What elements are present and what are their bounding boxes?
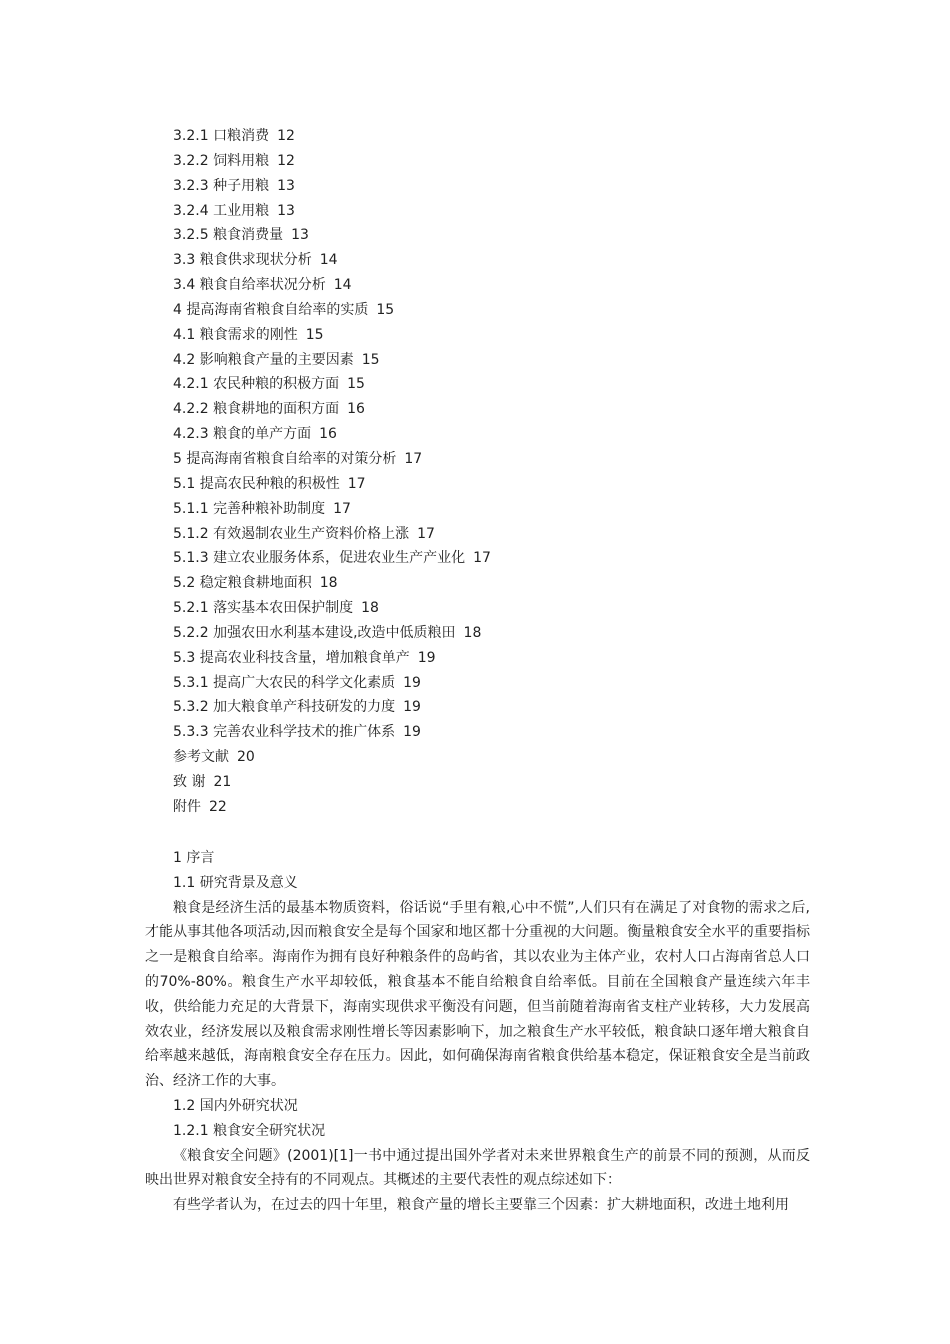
toc-entry-label: 3.3 粮食供求现状分析	[173, 252, 312, 269]
toc-entry-label: 4.2.2 粮食耕地的面积方面	[173, 401, 340, 418]
toc-entry	[173, 621, 813, 646]
section-heading-1: 1 序言	[173, 850, 215, 866]
toc-entry-page-number: 18	[319, 575, 338, 592]
toc-entry	[173, 199, 813, 224]
toc-entry-label: 5.3.1 提高广大农民的科学文化素质	[173, 674, 396, 691]
toc-entry-label: 3.2.4 工业用粮	[173, 202, 270, 219]
section-heading-1-2: 1.2 国内外研究状况	[173, 1097, 298, 1114]
toc-entry	[173, 596, 813, 621]
toc-entry	[173, 149, 813, 174]
toc-entry-page-number: 13	[277, 177, 295, 194]
toc-entry-page-number: 14	[333, 277, 352, 294]
toc-entry	[173, 497, 813, 522]
toc-entry	[173, 372, 813, 397]
toc-entry	[173, 298, 813, 323]
toc-entry-page-number: 19	[403, 699, 421, 716]
toc-entry-label: 5.3.3 完善农业科学技术的推广体系	[173, 724, 396, 741]
toc-entry-page-number: 16	[319, 426, 337, 443]
toc-entry-page-number: 15	[347, 376, 365, 393]
toc-entry	[173, 323, 813, 348]
toc-entry-page-number: 18	[361, 600, 379, 617]
toc-entry	[173, 745, 813, 770]
toc-entry-page-number: 12	[277, 152, 295, 169]
toc-entry-label: 附件	[173, 798, 201, 815]
toc-entry-page-number: 17	[333, 500, 351, 517]
toc-entry-page-number: 20	[237, 749, 255, 766]
paragraph-research-book: 《粮食安全问题》(2001)[1]一书中通过提出国外学者对未来世界粮食生产的前景不同的预测，从而反映出世界对粮食安全持有的不同观点。其概述的主要代表性的观点综述如下：	[145, 1147, 810, 1189]
toc-entry-page-number: 17	[404, 450, 423, 467]
toc-entry	[173, 571, 813, 596]
toc-entry-label: 3.2.5 粮食消费量	[173, 227, 284, 244]
toc-entry-label: 5.1.3 建立农业服务体系，促进农业生产产业化	[173, 550, 466, 567]
toc-entry-label: 3.2.2 饲料用粮	[173, 152, 270, 169]
section-heading-1-1: 1.1 研究背景及意义	[173, 874, 298, 891]
toc-entry-label: 致 谢	[173, 773, 206, 790]
toc-entry	[173, 720, 813, 745]
toc-entry-label: 5.3 提高农业科技含量，增加粮食单产	[173, 649, 410, 666]
toc-entry	[173, 472, 813, 497]
toc-entry-page-number: 22	[209, 798, 227, 815]
toc-entry-label: 4.2 影响粮食产量的主要因素	[173, 351, 354, 368]
toc-entry-label: 5.1.2 有效遏制农业生产资料价格上涨	[173, 525, 410, 542]
toc-entry	[173, 397, 813, 422]
toc-entry	[173, 795, 813, 820]
toc-entry-label: 4.2.3 粮食的单产方面	[173, 426, 312, 443]
toc-entry	[173, 695, 813, 720]
toc-entry	[173, 248, 813, 273]
toc-entry-page-number: 19	[417, 649, 436, 666]
toc-entry	[173, 447, 813, 472]
toc-entry-page-number: 17	[347, 475, 366, 492]
toc-entry	[173, 646, 813, 671]
toc-entry	[173, 770, 813, 795]
paragraph-scholars-view: 有些学者认为，在过去的四十年里，粮食产量的增长主要靠三个因素：扩大耕地面积，改进土地利用	[173, 1197, 789, 1214]
toc-entry-label: 5.1 提高农民种粮的积极性	[173, 475, 340, 492]
toc-entry	[173, 223, 813, 248]
toc-entry	[173, 671, 813, 696]
document-body	[145, 846, 810, 1218]
toc-entry	[173, 273, 813, 298]
toc-entry-page-number: 18	[463, 624, 482, 641]
toc-entry-page-number: 17	[417, 525, 435, 542]
toc-entry-page-number: 13	[291, 227, 309, 244]
toc-entry-page-number: 21	[213, 773, 232, 790]
toc-entry-page-number: 15	[361, 351, 380, 368]
toc-entry	[173, 522, 813, 547]
toc-entry-label: 5.3.2 加大粮食单产科技研发的力度	[173, 699, 396, 716]
toc-entry-page-number: 12	[277, 128, 295, 144]
toc-entry-page-number: 14	[319, 252, 338, 269]
toc-entry-page-number: 15	[305, 326, 324, 343]
toc-entry-page-number: 16	[347, 401, 365, 418]
toc-entry-label: 参考文献	[173, 749, 229, 766]
toc-entry	[173, 348, 813, 373]
toc-entry-label: 5.2.2 加强农田水利基本建设,改造中低质粮田	[173, 624, 456, 641]
toc-entry-label: 5.2 稳定粮食耕地面积	[173, 575, 312, 592]
toc-entry	[173, 546, 813, 571]
toc-entry-label: 5.2.1 落实基本农田保护制度	[173, 600, 354, 617]
toc-entry	[173, 124, 813, 149]
toc-entry-page-number: 19	[403, 724, 421, 741]
toc-entry	[173, 174, 813, 199]
toc-entry-page-number: 13	[277, 202, 295, 219]
toc-entry-page-number: 17	[473, 550, 491, 567]
toc-entry-label: 3.2.1 口粮消费	[173, 128, 270, 144]
toc-entry-label: 4.2.1 农民种粮的积极方面	[173, 376, 340, 393]
toc-entry-label: 5 提高海南省粮食自给率的对策分析	[173, 450, 397, 467]
toc-entry-page-number: 15	[376, 301, 395, 318]
table-of-contents	[173, 124, 813, 820]
section-heading-1-2-1: 1.2.1 粮食安全研究状况	[173, 1122, 326, 1139]
toc-entry-label: 5.1.1 完善种粮补助制度	[173, 500, 326, 517]
toc-entry-label: 3.2.3 种子用粮	[173, 177, 270, 194]
toc-entry-label: 3.4 粮食自给率状况分析	[173, 277, 326, 294]
paragraph-background: 粮食是经济生活的最基本物质资料，俗话说“手里有粮,心中不慌”,人们只有在满足了对食物的需求之后,才能从事其他各项活动,因而粮食安全是每个国家和地区都十分重视的大问题。衡量粮食安全水平的重要指标之一是粮食自给率。海南作为拥有良好种粮条件的岛屿省，其以农业为主体产业，农村人口占海南省总人口的70%-80%。粮食生产水平却较低，粮食基本不能自给粮食自给率低。目前在全国粮食产量连续六年丰收，供给能力充足的大背景下，海南实现供求平衡没有问题，但当前随着海南省支柱产业转移，大力发展高效农业，经济发展以及粮食需求刚性增长等因素影响下，加之粮食生产水平较低，粮食缺口逐年增大粮食自给率越来越低，海南粮食安全存在压力。因此，如何确保海南省粮食供给基本稳定，保证粮食安全是当前政治、经济工作的大事。	[145, 899, 810, 1090]
toc-entry	[173, 422, 813, 447]
toc-entry-page-number: 19	[403, 674, 421, 691]
toc-entry-label: 4 提高海南省粮食自给率的实质	[173, 301, 369, 318]
toc-entry-label: 4.1 粮食需求的刚性	[173, 326, 298, 343]
